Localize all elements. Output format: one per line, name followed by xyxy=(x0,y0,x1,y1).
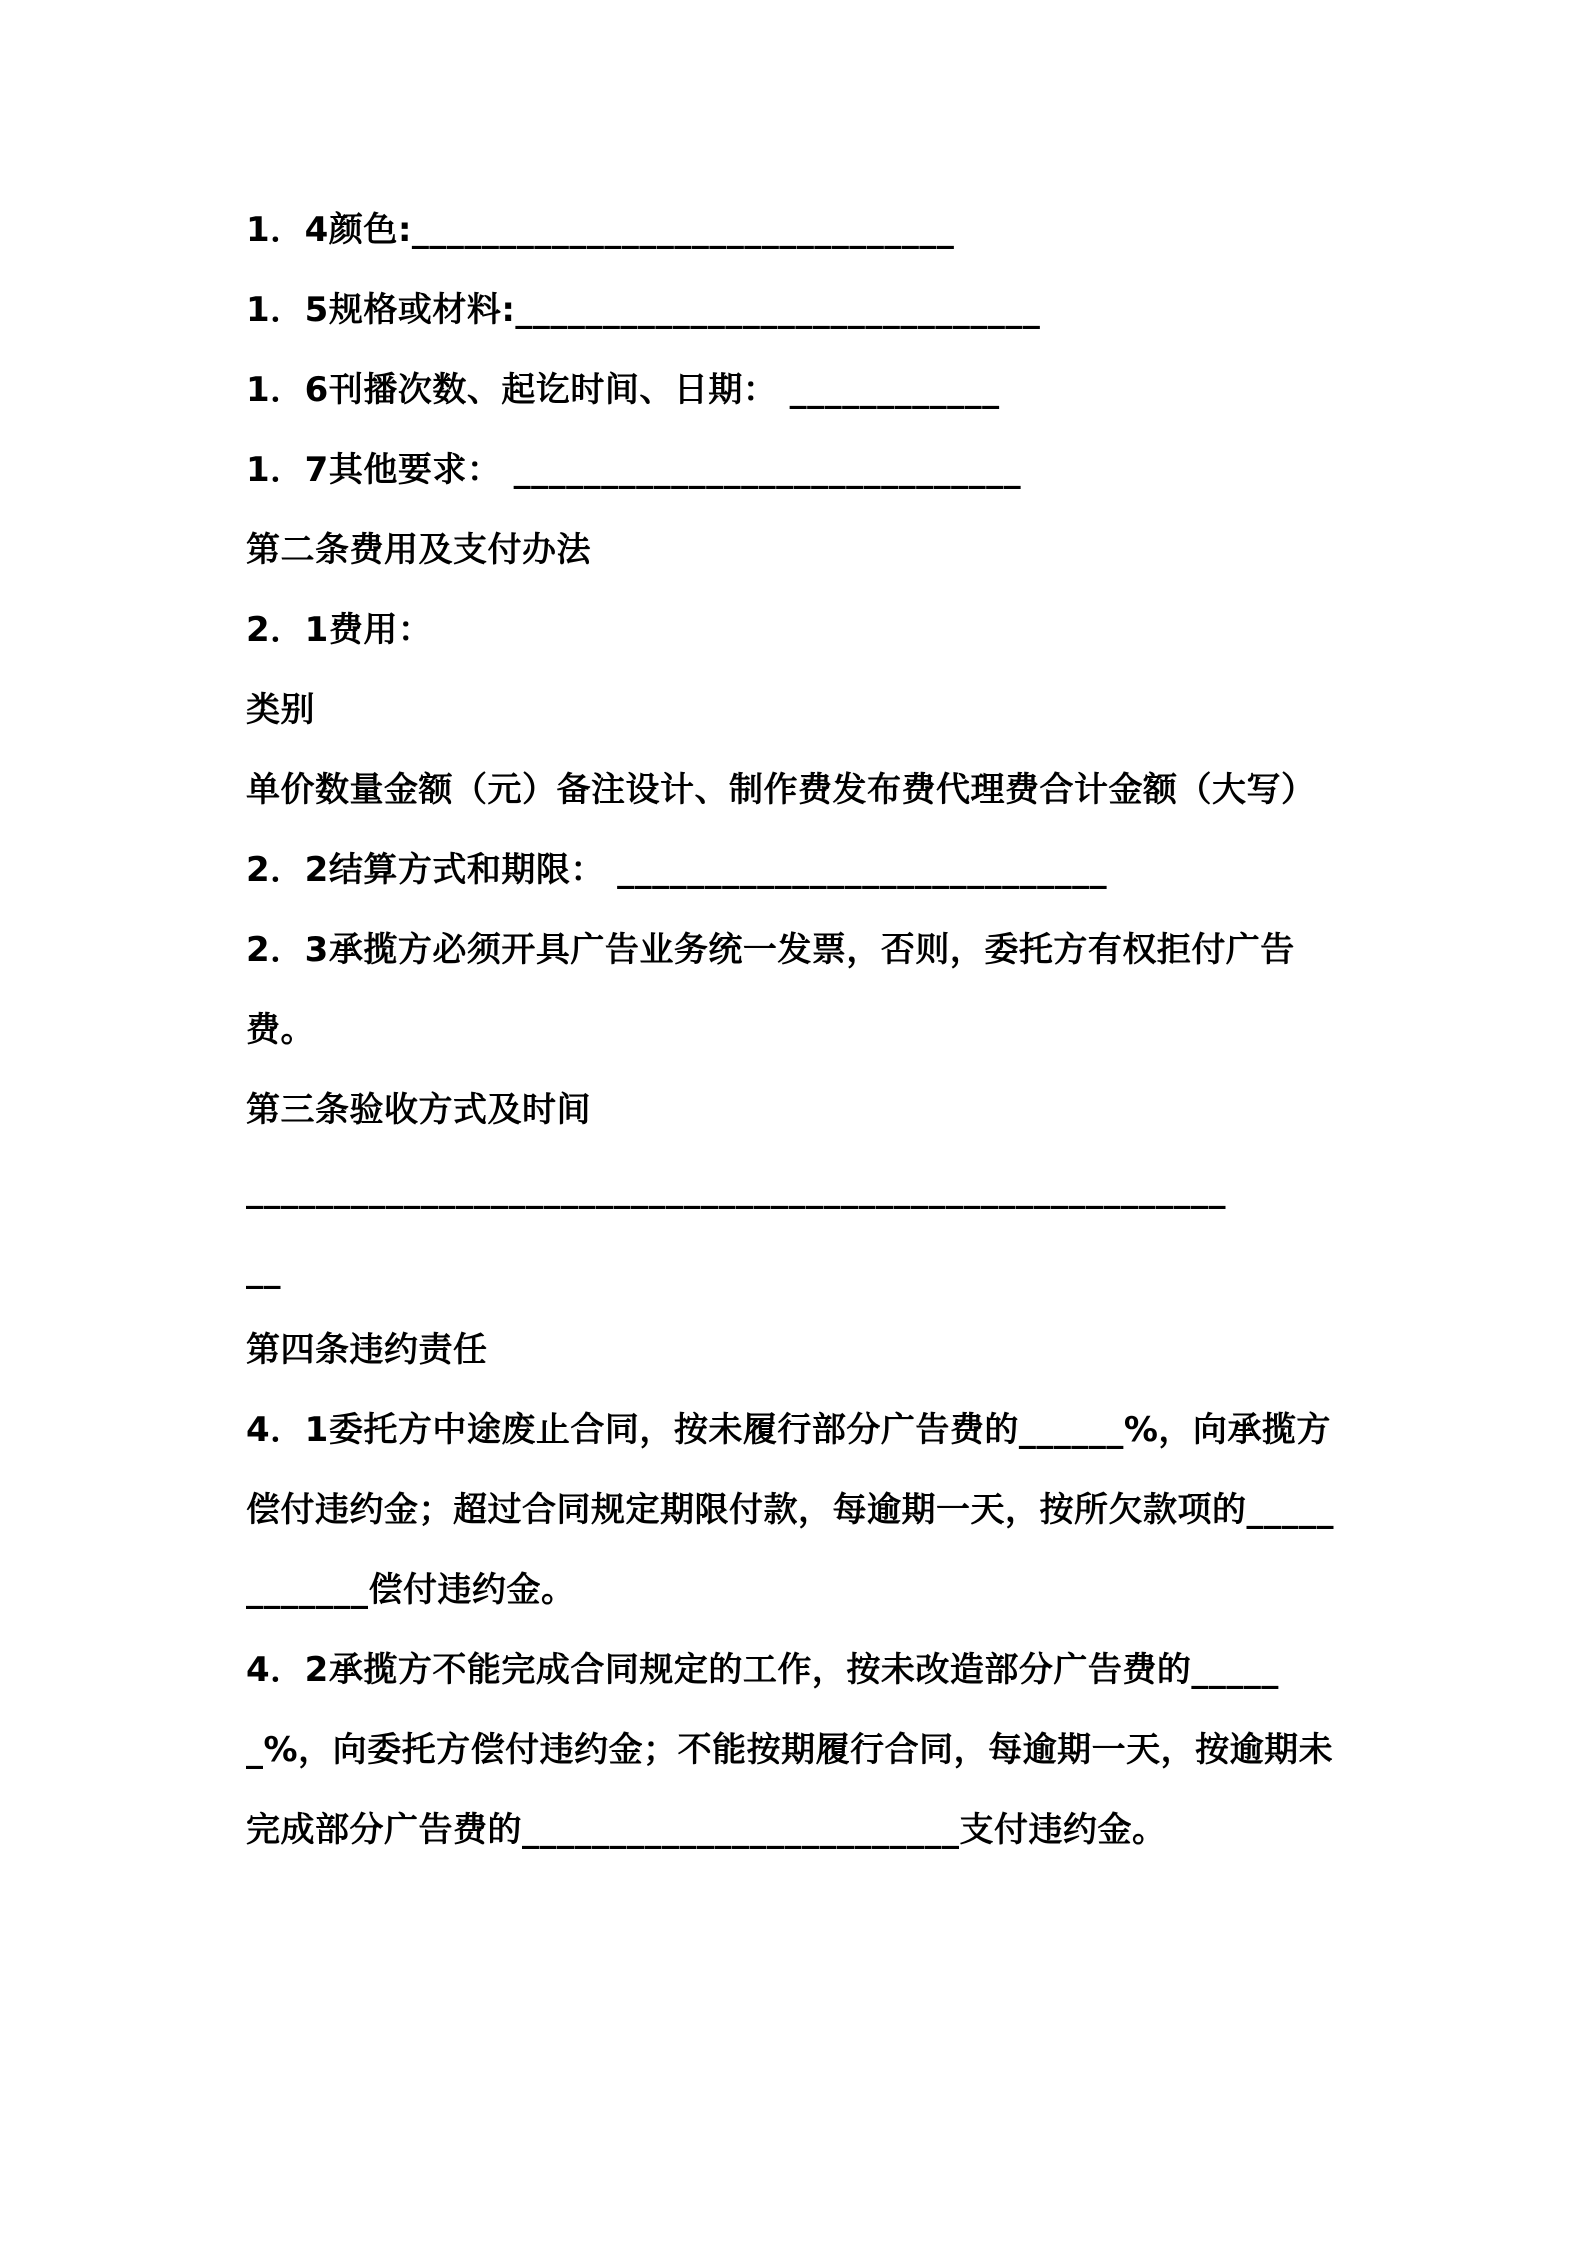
section-4-heading-liability: 第四条违约责任 xyxy=(246,1330,488,1370)
clause-1-7-other-requirements: 1．7其他要求： _____________________________ xyxy=(246,450,1022,490)
clause-4-2-contractor-breach: 4．2承揽方不能完成合同规定的工作，按未改造部分广告费的______%，向委托方偿付违约金；不能按期履行合同，每逾期一天，按逾期未完成部分广告费的_________________________支付违约金。 xyxy=(246,1650,1334,1850)
contract-document-page xyxy=(246,0,1346,1990)
acceptance-blank-line-continued: __ xyxy=(246,1250,281,1290)
clause-1-6-broadcast-dates: 1．6刊播次数、起讫时间、日期： ____________ xyxy=(246,370,1000,410)
fee-table-category-label: 类别 xyxy=(246,690,315,730)
section-2-heading-fees: 第二条费用及支付办法 xyxy=(246,530,591,570)
clause-1-4-color: 1．4颜色:_______________________________ xyxy=(246,210,955,250)
clause-1-5-spec-material: 1．5规格或材料:______________________________ xyxy=(246,290,1041,330)
clause-2-2-settlement: 2．2结算方式和期限： ____________________________ xyxy=(246,850,1108,890)
clause-4-1-client-breach: 4．1委托方中途废止合同，按未履行部分广告费的______%，向承揽方偿付违约金；超过合同规定期限付款，每逾期一天，按所欠款项的____________偿付违约金。 xyxy=(246,1410,1334,1610)
clause-2-1-fees: 2．1费用： xyxy=(246,610,433,650)
clause-2-3-invoice: 2．3承揽方必须开具广告业务统一发票，否则，委托方有权拒付广告费。 xyxy=(246,930,1295,1050)
acceptance-blank-line: ________________________________________________________ xyxy=(246,1170,1226,1210)
section-3-heading-acceptance: 第三条验收方式及时间 xyxy=(246,1090,591,1130)
fee-table-column-headers: 单价数量金额（元）备注设计、制作费发布费代理费合计金额（大写） xyxy=(246,770,1316,810)
